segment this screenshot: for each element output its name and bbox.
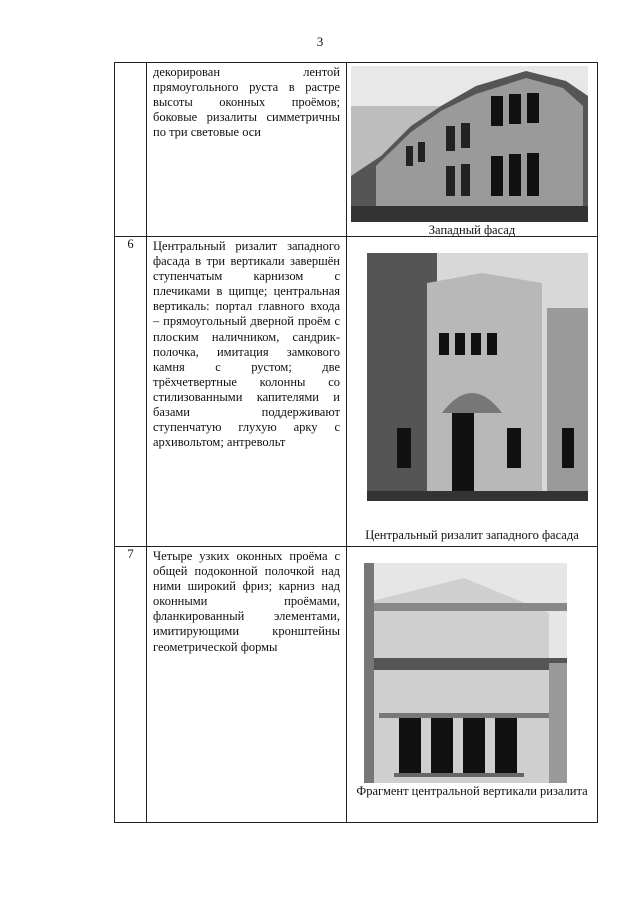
description-table [114, 62, 598, 823]
table-row [115, 237, 598, 547]
row-description [147, 237, 347, 547]
description-text: Четыре узких оконных проёма с общей подоконной полочкой над ними широкий фриз; карниз над оконными проёмами, фланкированный элементами, имитирующими кронштейны геометрической формы [153, 549, 340, 654]
page-number: 3 [316, 34, 324, 49]
photo-caption: Фрагмент центральной вертикали ризалита [356, 784, 588, 798]
table-row [115, 63, 598, 237]
west-facade-photo [351, 66, 588, 222]
row-number: 7 [115, 547, 147, 823]
photo-cell [347, 63, 598, 237]
central-vertical-fragment-photo [364, 563, 567, 783]
photo-cell [347, 547, 598, 823]
table-row [115, 547, 598, 823]
row-number: 6 [115, 237, 147, 547]
description-text: декорирован лентой прямоугольного руста в растре высоты оконных проёмов; боковые ризалиты симметричны по три световые оси [153, 65, 340, 140]
photo-caption: Западный фасад [428, 223, 516, 237]
row-description [147, 63, 347, 237]
photo-caption: Центральный ризалит западного фасада [365, 528, 579, 542]
description-text: Центральный ризалит западного фасада в три вертикали завершён ступенчатым карнизом с плечиками в щипце; центральная вертикаль: портал главного входа – прямоугольный дверной проём с плоским наличником, сандрик-полочка, имитация замкового камня с рустом; две трёхчетвертные колонны со стилизованными капителями и базами поддерживают ступенчатую глухую арку с архивольтом; антревольт [153, 239, 340, 450]
row-description [147, 547, 347, 823]
central-risalit-photo [367, 253, 588, 501]
row-number [115, 63, 147, 237]
photo-cell [347, 237, 598, 547]
